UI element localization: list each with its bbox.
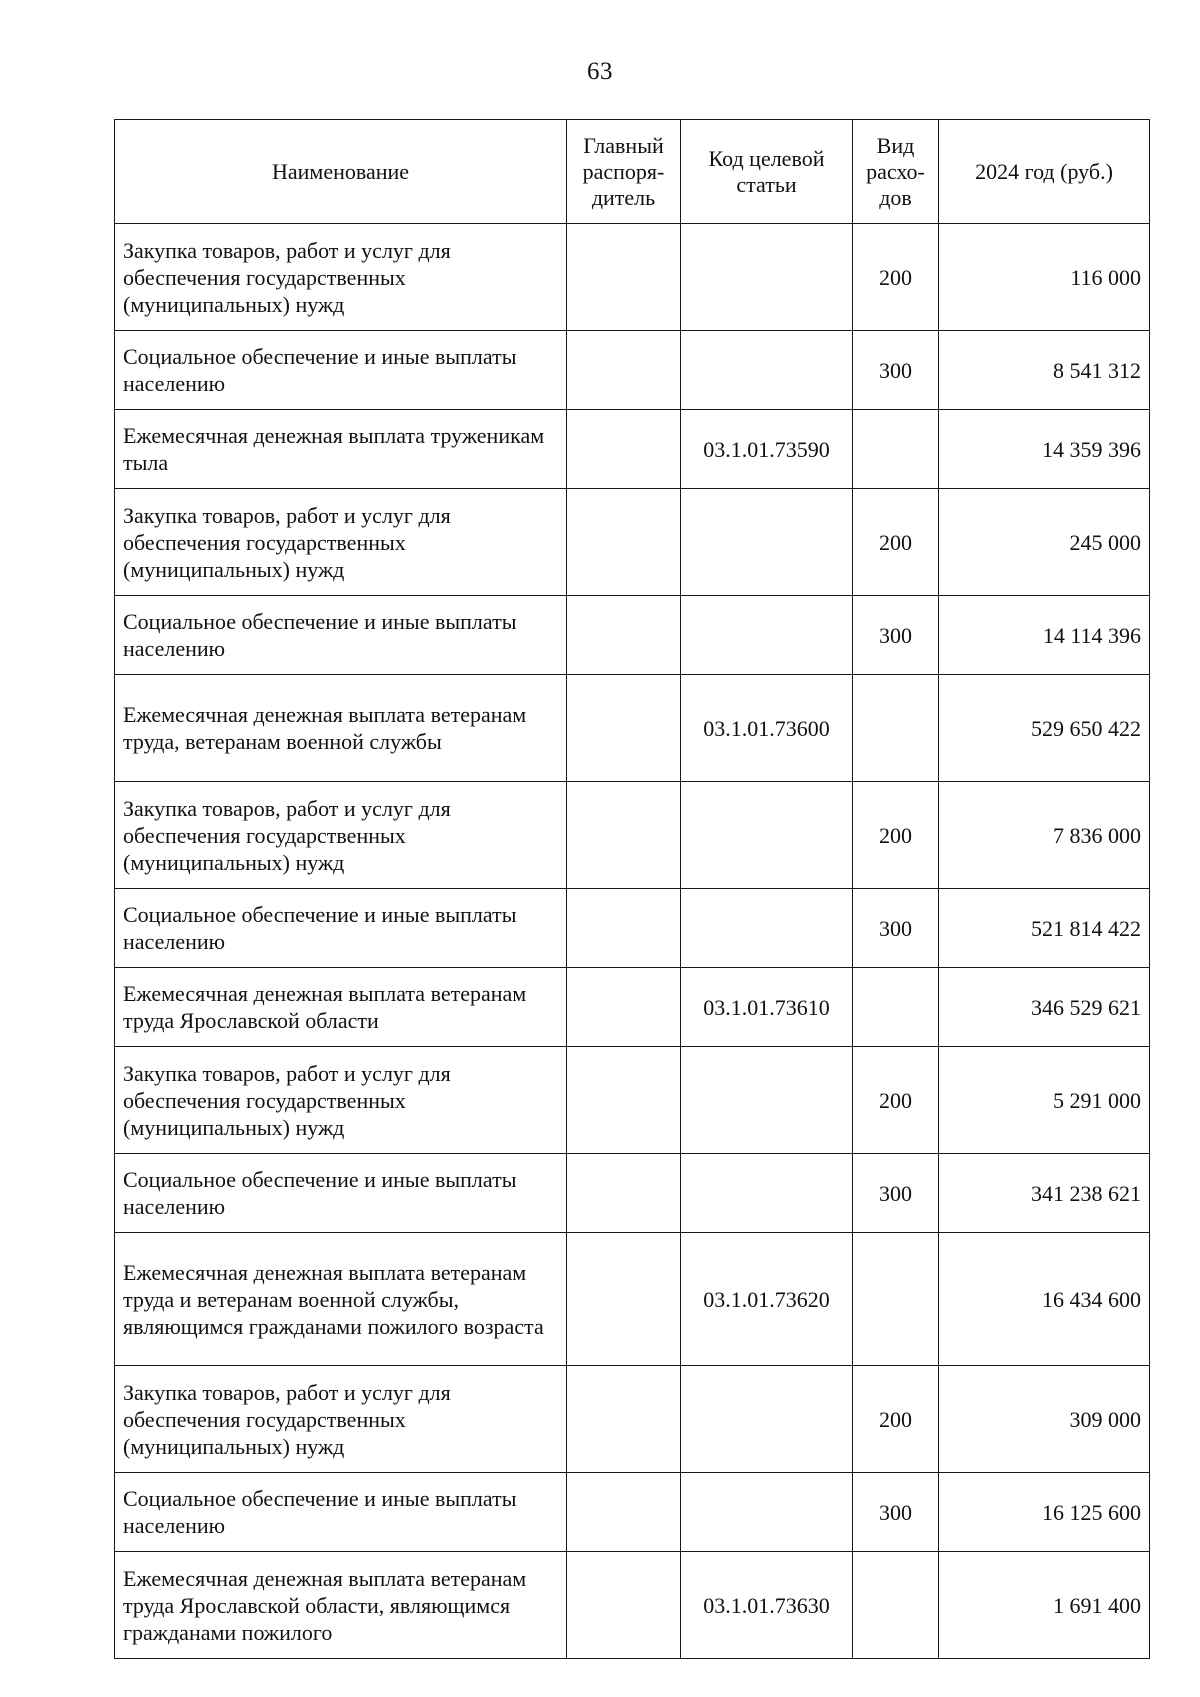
cell-amount: 14 114 396 — [939, 596, 1150, 675]
table-row — [115, 1154, 1150, 1233]
cell-administrator — [567, 1552, 681, 1659]
cell-code — [681, 596, 853, 675]
cell-name: Закупка товаров, работ и услуг для обеспечения государственных (муниципальных) нужд — [115, 224, 567, 331]
cell-code — [681, 1154, 853, 1233]
cell-code: 03.1.01.73630 — [681, 1552, 853, 1659]
cell-amount: 529 650 422 — [939, 675, 1150, 782]
cell-amount: 14 359 396 — [939, 410, 1150, 489]
table-body — [115, 224, 1150, 1659]
cell-amount: 116 000 — [939, 224, 1150, 331]
cell-amount: 8 541 312 — [939, 331, 1150, 410]
table-row — [115, 1552, 1150, 1659]
table-header — [115, 120, 1150, 224]
cell-code — [681, 489, 853, 596]
cell-code — [681, 782, 853, 889]
page-number: 63 — [587, 58, 613, 85]
cell-type: 200 — [853, 489, 939, 596]
cell-type — [853, 675, 939, 782]
table-row — [115, 1473, 1150, 1552]
cell-code: 03.1.01.73620 — [681, 1233, 853, 1366]
cell-name: Социальное обеспечение и иные выплаты населению — [115, 1154, 567, 1233]
cell-code — [681, 1366, 853, 1473]
cell-code — [681, 1047, 853, 1154]
cell-administrator — [567, 782, 681, 889]
table-row — [115, 1047, 1150, 1154]
table-row — [115, 596, 1150, 675]
cell-administrator — [567, 596, 681, 675]
cell-code — [681, 889, 853, 968]
cell-name: Ежемесячная денежная выплата ветеранам труда Ярославской области — [115, 968, 567, 1047]
cell-administrator — [567, 1473, 681, 1552]
cell-amount: 521 814 422 — [939, 889, 1150, 968]
cell-code — [681, 224, 853, 331]
cell-administrator — [567, 1233, 681, 1366]
table-row — [115, 968, 1150, 1047]
header-row — [115, 120, 1150, 224]
cell-code: 03.1.01.73590 — [681, 410, 853, 489]
cell-type: 300 — [853, 889, 939, 968]
cell-type: 200 — [853, 224, 939, 331]
cell-name: Социальное обеспечение и иные выплаты населению — [115, 596, 567, 675]
cell-name: Социальное обеспечение и иные выплаты населению — [115, 889, 567, 968]
cell-amount: 309 000 — [939, 1366, 1150, 1473]
table-row — [115, 675, 1150, 782]
cell-name: Закупка товаров, работ и услуг для обеспечения государственных (муниципальных) нужд — [115, 489, 567, 596]
cell-type — [853, 1552, 939, 1659]
cell-amount: 16 125 600 — [939, 1473, 1150, 1552]
cell-name: Закупка товаров, работ и услуг для обеспечения государственных (муниципальных) нужд — [115, 1047, 567, 1154]
cell-type: 200 — [853, 1047, 939, 1154]
cell-type: 300 — [853, 1154, 939, 1233]
cell-type: 300 — [853, 331, 939, 410]
cell-administrator — [567, 1154, 681, 1233]
cell-amount: 341 238 621 — [939, 1154, 1150, 1233]
cell-type — [853, 968, 939, 1047]
cell-administrator — [567, 410, 681, 489]
cell-administrator — [567, 1047, 681, 1154]
cell-amount: 346 529 621 — [939, 968, 1150, 1047]
cell-name: Ежемесячная денежная выплата труженикам тыла — [115, 410, 567, 489]
cell-code: 03.1.01.73600 — [681, 675, 853, 782]
cell-code: 03.1.01.73610 — [681, 968, 853, 1047]
cell-type: 200 — [853, 782, 939, 889]
cell-type — [853, 410, 939, 489]
cell-administrator — [567, 1366, 681, 1473]
table-row — [115, 889, 1150, 968]
cell-administrator — [567, 489, 681, 596]
table-row — [115, 782, 1150, 889]
cell-type: 200 — [853, 1366, 939, 1473]
table-row — [115, 1233, 1150, 1366]
table-row — [115, 224, 1150, 331]
header-name: Наименование — [115, 120, 567, 224]
cell-name: Ежемесячная денежная выплата ветеранам труда, ветеранам военной службы — [115, 675, 567, 782]
table-row — [115, 410, 1150, 489]
cell-type: 300 — [853, 596, 939, 675]
cell-administrator — [567, 331, 681, 410]
cell-amount: 7 836 000 — [939, 782, 1150, 889]
cell-administrator — [567, 968, 681, 1047]
table-row — [115, 331, 1150, 410]
cell-name: Социальное обеспечение и иные выплаты населению — [115, 1473, 567, 1552]
cell-amount: 16 434 600 — [939, 1233, 1150, 1366]
cell-administrator — [567, 675, 681, 782]
cell-code — [681, 1473, 853, 1552]
header-amount: 2024 год (руб.) — [939, 120, 1150, 224]
cell-type: 300 — [853, 1473, 939, 1552]
cell-administrator — [567, 224, 681, 331]
header-expense-type: Вид расхо-дов — [853, 120, 939, 224]
cell-code — [681, 331, 853, 410]
header-administrator: Главный распоря-дитель — [567, 120, 681, 224]
cell-name: Закупка товаров, работ и услуг для обеспечения государственных (муниципальных) нужд — [115, 782, 567, 889]
cell-name: Ежемесячная денежная выплата ветеранам труда и ветеранам военной службы, являющимся гражданами пожилого возраста — [115, 1233, 567, 1366]
header-target-code: Код целевой статьи — [681, 120, 853, 224]
budget-table — [114, 119, 1150, 1659]
cell-administrator — [567, 889, 681, 968]
cell-amount: 5 291 000 — [939, 1047, 1150, 1154]
cell-name: Закупка товаров, работ и услуг для обеспечения государственных (муниципальных) нужд — [115, 1366, 567, 1473]
table-row — [115, 489, 1150, 596]
cell-type — [853, 1233, 939, 1366]
cell-amount: 245 000 — [939, 489, 1150, 596]
cell-name: Ежемесячная денежная выплата ветеранам труда Ярославской области, являющимся гражданами пожилого — [115, 1552, 567, 1659]
table-row — [115, 1366, 1150, 1473]
cell-name: Социальное обеспечение и иные выплаты населению — [115, 331, 567, 410]
cell-amount: 1 691 400 — [939, 1552, 1150, 1659]
